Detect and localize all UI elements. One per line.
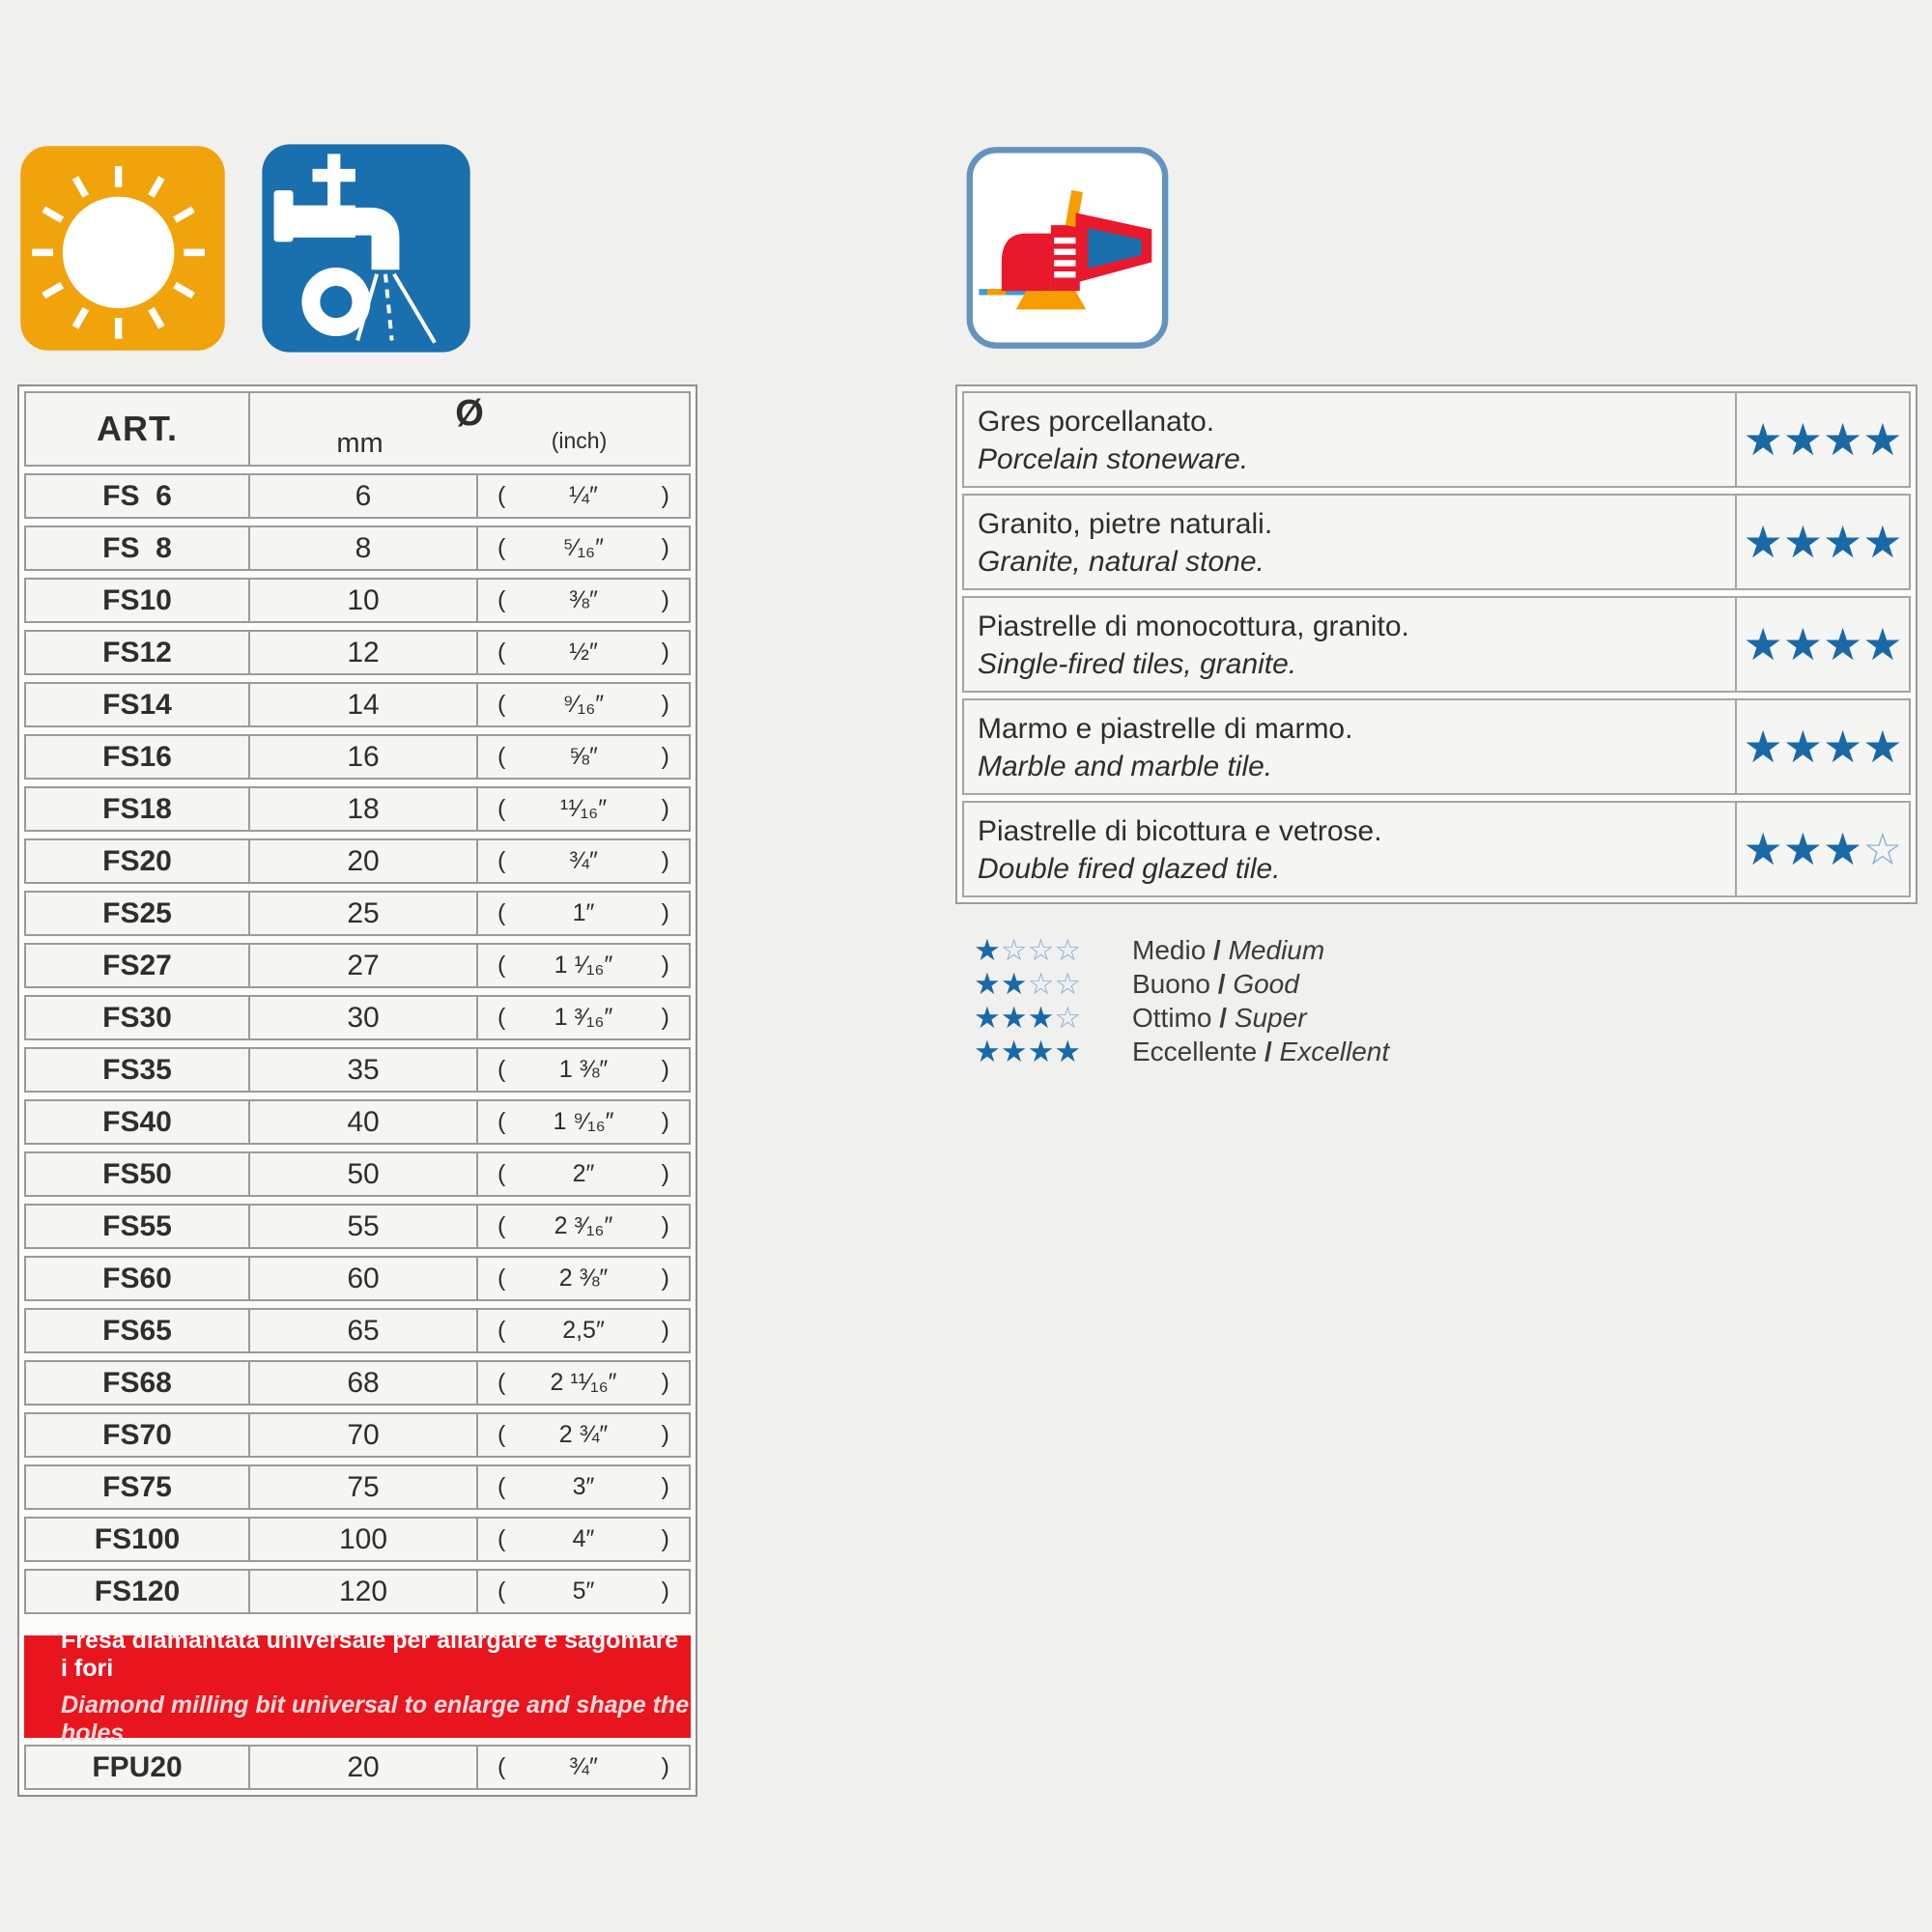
material-name-it: Gres porcellanato.: [978, 406, 1215, 438]
inch-value: 2 ⅜″: [558, 1264, 609, 1292]
article-code: FS18: [26, 788, 250, 830]
star-filled-icon: ★: [1823, 619, 1863, 669]
legend-separator: /: [1209, 968, 1234, 999]
size-row: [24, 734, 691, 780]
diameter-inch: [478, 945, 689, 986]
paren-open: (: [497, 1160, 506, 1187]
paren-close: ): [661, 534, 669, 561]
paren-close: ): [661, 691, 669, 718]
inch-value: 1 ³⁄₁₆″: [554, 1004, 613, 1031]
star-rating-cell: [1737, 393, 1909, 486]
legend-label-en: Good: [1233, 968, 1299, 999]
size-row: [24, 630, 691, 675]
size-table-header: [24, 391, 691, 467]
legend-item: [974, 967, 1389, 1001]
star-filled-icon: ★: [1743, 722, 1783, 772]
paren-close: ): [661, 1473, 669, 1500]
diameter-inch: [478, 997, 689, 1038]
paren-close: ): [661, 743, 669, 770]
size-row: [24, 1099, 691, 1145]
legend-label: [1132, 935, 1324, 966]
material-names: [964, 496, 1737, 588]
diameter-inch: [478, 1747, 689, 1788]
material-name-en: Double fired glazed tile.: [978, 853, 1281, 885]
diameter-mm: 25: [250, 893, 478, 934]
paren-open: (: [497, 1577, 506, 1605]
star-rating: [974, 969, 1121, 999]
inch-value: 2″: [572, 1160, 595, 1187]
inch-value: 2,5″: [562, 1317, 605, 1344]
size-row: [24, 1412, 691, 1458]
paren-close: ): [661, 1317, 669, 1344]
size-row: [24, 1151, 691, 1197]
legend-label-en: Super: [1234, 1002, 1307, 1033]
star-rating-cell: [1737, 700, 1909, 793]
size-row: [24, 1464, 691, 1510]
size-row: [24, 1569, 691, 1614]
paren-open: (: [497, 1004, 506, 1031]
legend-label-en: Medium: [1228, 934, 1325, 965]
inch-value: ¾″: [569, 1753, 598, 1780]
star-empty-icon: ☆: [1054, 1001, 1082, 1035]
diameter-inch: [478, 1466, 689, 1508]
paren-open: (: [497, 639, 506, 666]
diameter-inch: [478, 1310, 689, 1351]
diameter-mm: 20: [250, 1747, 478, 1788]
paren-close: ): [661, 586, 669, 613]
star-filled-icon: ★: [1743, 824, 1783, 874]
size-row: [24, 526, 691, 571]
legend-label: [1132, 1003, 1307, 1034]
star-filled-icon: ★: [1782, 722, 1823, 772]
article-code: FS68: [26, 1362, 250, 1404]
diameter-mm: 6: [250, 475, 478, 517]
diameter-mm: 18: [250, 788, 478, 830]
inch-value: ¹¹⁄₁₆″: [559, 795, 608, 822]
diameter-inch: [478, 1049, 689, 1091]
article-code: FS20: [26, 840, 250, 882]
banner-text-it: Fresa diamantata universale per allargare e sagomare i fori: [61, 1626, 679, 1682]
star-empty-icon: ☆: [1054, 967, 1082, 1001]
size-row: [24, 1047, 691, 1093]
star-filled-icon: ★: [1823, 722, 1863, 772]
legend-label-it: Eccellente: [1132, 1036, 1258, 1066]
star-rating-cell: [1737, 496, 1909, 588]
paren-open: (: [497, 1473, 506, 1500]
diameter-subheaders: [250, 428, 689, 460]
size-row: [24, 473, 691, 519]
size-row: [24, 891, 691, 936]
legend-label-en: Excellent: [1279, 1036, 1390, 1066]
diameter-inch: [478, 1258, 689, 1299]
article-code: FS75: [26, 1466, 250, 1508]
legend-separator: /: [1257, 1036, 1280, 1066]
size-table: [17, 384, 697, 1797]
paren-open: (: [497, 952, 506, 979]
star-filled-icon: ★: [1862, 414, 1903, 465]
size-row: [24, 838, 691, 884]
diameter-mm: 50: [250, 1153, 478, 1195]
star-rating: [974, 1037, 1121, 1066]
diameter-mm: 60: [250, 1258, 478, 1299]
material-names: [964, 598, 1737, 691]
size-row: [24, 1360, 691, 1406]
paren-open: (: [497, 482, 506, 509]
material-rating-row: [962, 698, 1911, 795]
diameter-mm: 10: [250, 580, 478, 621]
diameter-symbol: Ø: [455, 393, 484, 434]
paren-open: (: [497, 1369, 506, 1396]
star-filled-icon: ★: [1000, 1001, 1028, 1035]
banner-text-en: Diamond milling bit universal to enlarge and shape the holes: [61, 1690, 690, 1747]
star-filled-icon: ★: [1782, 414, 1823, 465]
diameter-inch: [478, 1362, 689, 1404]
material-name-it: Piastrelle di bicottura e vetrose.: [978, 815, 1382, 847]
size-rows: [24, 473, 691, 1614]
diameter-inch: [478, 580, 689, 621]
star-filled-icon: ★: [974, 933, 1001, 967]
paren-open: (: [497, 1108, 506, 1135]
star-filled-icon: ★: [1823, 824, 1863, 874]
article-code: FS30: [26, 997, 250, 1038]
article-code: FS16: [26, 736, 250, 778]
size-row: [24, 995, 691, 1040]
paren-open: (: [497, 1317, 506, 1344]
diameter-inch: [478, 684, 689, 725]
paren-close: ): [661, 1577, 669, 1605]
diameter-mm: 75: [250, 1466, 478, 1508]
size-row: [24, 1308, 691, 1353]
diameter-inch: [478, 1206, 689, 1247]
diameter-inch: [478, 632, 689, 673]
paren-open: (: [497, 743, 506, 770]
star-filled-icon: ★: [1054, 1035, 1082, 1068]
inch-value: ⅝″: [569, 743, 598, 770]
inch-value: ¼″: [569, 482, 598, 509]
inch-value: 1 ¹⁄₁₆″: [554, 952, 613, 979]
star-filled-icon: ★: [1782, 517, 1823, 567]
article-code: FS120: [26, 1571, 250, 1612]
diameter-inch: [478, 788, 689, 830]
star-rating: [1743, 824, 1903, 874]
star-filled-icon: ★: [1743, 517, 1783, 567]
article-code: FS40: [26, 1101, 250, 1143]
paren-close: ): [661, 1056, 669, 1083]
star-filled-icon: ★: [1782, 824, 1823, 874]
universal-bit-banner: [24, 1626, 691, 1747]
paren-close: ): [661, 1160, 669, 1187]
diameter-mm: 27: [250, 945, 478, 986]
diameter-inch: [478, 475, 689, 517]
article-code: FS 8: [26, 527, 250, 569]
diameter-inch: [478, 1101, 689, 1143]
diameter-inch: [478, 1153, 689, 1195]
paren-close: ): [661, 1421, 669, 1448]
diameter-inch: [478, 840, 689, 882]
paren-close: ): [661, 1753, 669, 1780]
star-rating: [1743, 722, 1903, 772]
paren-open: (: [497, 847, 506, 874]
article-code: FS14: [26, 684, 250, 725]
paren-open: (: [497, 534, 506, 561]
star-empty-icon: ☆: [1027, 967, 1055, 1001]
paren-open: (: [497, 899, 506, 926]
inch-value: 1″: [572, 899, 595, 926]
article-code: FS12: [26, 632, 250, 673]
legend-item: [974, 1035, 1389, 1068]
paren-close: ): [661, 639, 669, 666]
star-filled-icon: ★: [1743, 619, 1783, 669]
diameter-inch: [478, 1519, 689, 1560]
star-filled-icon: ★: [1000, 967, 1028, 1001]
star-empty-icon: ☆: [1000, 933, 1028, 967]
article-code: FS100: [26, 1519, 250, 1560]
diameter-inch: [478, 736, 689, 778]
star-filled-icon: ★: [1862, 619, 1903, 669]
star-filled-icon: ★: [1027, 1001, 1055, 1035]
legend-item: [974, 1001, 1389, 1035]
article-code: FS50: [26, 1153, 250, 1195]
legend-separator: /: [1211, 1002, 1235, 1033]
inch-value: 1 ⅜″: [558, 1056, 609, 1083]
paren-close: ): [661, 952, 669, 979]
material-name-en: Porcelain stoneware.: [978, 443, 1249, 475]
article-code: FPU20: [26, 1747, 250, 1788]
sun-icon: [17, 137, 228, 359]
paren-open: (: [497, 1421, 506, 1448]
paren-close: ): [661, 1525, 669, 1552]
art-column-header: ART.: [26, 393, 250, 465]
star-rating-cell: [1737, 598, 1909, 691]
article-code: FS70: [26, 1414, 250, 1456]
diameter-inch: [478, 527, 689, 569]
inch-value: 2 ¾″: [558, 1421, 609, 1448]
star-rating: [1743, 619, 1903, 669]
paren-open: (: [497, 1525, 506, 1552]
size-row: [24, 1204, 691, 1249]
size-row: [24, 578, 691, 623]
star-empty-icon: ☆: [1054, 933, 1082, 967]
mm-column-header: mm: [336, 428, 384, 459]
paren-close: ): [661, 1369, 669, 1396]
star-filled-icon: ★: [1000, 1035, 1028, 1068]
material-name-it: Piastrelle di monocottura, granito.: [978, 611, 1409, 642]
star-filled-icon: ★: [1027, 1035, 1055, 1068]
diameter-mm: 16: [250, 736, 478, 778]
angle-grinder-icon: [963, 145, 1172, 351]
legend-label: [1132, 969, 1299, 1000]
star-rating: [1743, 414, 1903, 465]
legend-label: [1132, 1037, 1389, 1067]
material-rating-row: [962, 494, 1911, 590]
paren-open: (: [497, 1056, 506, 1083]
paren-close: ): [661, 1108, 669, 1135]
article-code: FS60: [26, 1258, 250, 1299]
material-name-it: Granito, pietre naturali.: [978, 508, 1273, 540]
paren-close: ): [661, 1264, 669, 1292]
rating-rows: [962, 391, 1911, 897]
article-code: FS55: [26, 1206, 250, 1247]
paren-close: ): [661, 795, 669, 822]
inch-value: 1 ⁹⁄₁₆″: [553, 1108, 614, 1135]
inch-value: ⅜″: [569, 586, 598, 613]
inch-value: 4″: [572, 1525, 595, 1552]
inch-value: 3″: [572, 1473, 595, 1500]
paren-open: (: [497, 1753, 506, 1780]
paren-close: ): [661, 899, 669, 926]
diameter-mm: 30: [250, 997, 478, 1038]
diameter-mm: 12: [250, 632, 478, 673]
inch-column-header: (inch): [551, 428, 608, 453]
diameter-mm: 35: [250, 1049, 478, 1091]
diameter-mm: 14: [250, 684, 478, 725]
size-row: [24, 682, 691, 727]
star-rating: [974, 935, 1121, 965]
universal-bit-rows: [24, 1745, 691, 1790]
material-rating-row: [962, 596, 1911, 693]
star-legend: [974, 933, 1389, 1068]
legend-label-it: Medio: [1132, 934, 1207, 965]
water-cooling-grinding-icon: [259, 137, 473, 359]
diameter-mm: 100: [250, 1519, 478, 1560]
size-row: [24, 1745, 691, 1790]
diameter-mm: 55: [250, 1206, 478, 1247]
inch-value: ½″: [569, 639, 598, 666]
star-filled-icon: ★: [974, 967, 1001, 1001]
inch-value: 2 ³⁄₁₆″: [554, 1212, 613, 1239]
star-rating: [1743, 517, 1903, 567]
inch-value: 5″: [572, 1577, 595, 1605]
inch-value: 2 ¹¹⁄₁₆″: [550, 1369, 617, 1396]
inch-value: ⁵⁄₁₆″: [563, 534, 604, 561]
star-empty-icon: ☆: [1862, 824, 1903, 874]
star-filled-icon: ★: [1743, 414, 1783, 465]
star-filled-icon: ★: [1862, 517, 1903, 567]
diameter-mm: 8: [250, 527, 478, 569]
star-filled-icon: ★: [1823, 414, 1863, 465]
paren-close: ): [661, 1004, 669, 1031]
diameter-mm: 68: [250, 1362, 478, 1404]
star-rating-cell: [1737, 803, 1909, 895]
diameter-mm: 20: [250, 840, 478, 882]
material-rating-row: [962, 801, 1911, 897]
paren-open: (: [497, 1212, 506, 1239]
material-ratings-table: [955, 384, 1918, 904]
paren-close: ): [661, 847, 669, 874]
star-filled-icon: ★: [974, 1035, 1001, 1068]
paren-close: ): [661, 1212, 669, 1239]
legend-item: [974, 933, 1389, 967]
star-filled-icon: ★: [1823, 517, 1863, 567]
star-empty-icon: ☆: [1027, 933, 1055, 967]
article-code: FS35: [26, 1049, 250, 1091]
material-name-en: Granite, natural stone.: [978, 546, 1264, 578]
paren-open: (: [497, 795, 506, 822]
paren-open: (: [497, 691, 506, 718]
material-names: [964, 393, 1737, 486]
inch-value: ⁹⁄₁₆″: [562, 691, 605, 718]
star-filled-icon: ★: [974, 1001, 1001, 1035]
material-rating-row: [962, 391, 1911, 488]
paren-close: ): [661, 482, 669, 509]
article-code: FS 6: [26, 475, 250, 517]
size-row: [24, 1517, 691, 1562]
article-code: FS10: [26, 580, 250, 621]
star-filled-icon: ★: [1782, 619, 1823, 669]
diameter-mm: 65: [250, 1310, 478, 1351]
star-filled-icon: ★: [1862, 722, 1903, 772]
inch-value: ¾″: [569, 847, 598, 874]
diameter-mm: 40: [250, 1101, 478, 1143]
diameter-inch: [478, 1571, 689, 1612]
size-row: [24, 943, 691, 988]
diameter-mm: 120: [250, 1571, 478, 1612]
article-code: FS65: [26, 1310, 250, 1351]
material-name-en: Single-fired tiles, granite.: [978, 648, 1297, 680]
material-names: [964, 700, 1737, 793]
diameter-inch: [478, 893, 689, 934]
size-row: [24, 1256, 691, 1301]
material-names: [964, 803, 1737, 895]
paren-open: (: [497, 1264, 506, 1292]
diameter-mm: 70: [250, 1414, 478, 1456]
paren-open: (: [497, 586, 506, 613]
article-code: FS25: [26, 893, 250, 934]
material-name-en: Marble and marble tile.: [978, 751, 1273, 782]
material-name-it: Marmo e piastrelle di marmo.: [978, 713, 1353, 745]
legend-separator: /: [1206, 934, 1229, 965]
diameter-inch: [478, 1414, 689, 1456]
legend-label-it: Buono: [1132, 968, 1210, 999]
legend-label-it: Ottimo: [1132, 1002, 1212, 1033]
size-row: [24, 786, 691, 832]
star-rating: [974, 1003, 1121, 1033]
diameter-column-header: [250, 393, 689, 465]
article-code: FS27: [26, 945, 250, 986]
